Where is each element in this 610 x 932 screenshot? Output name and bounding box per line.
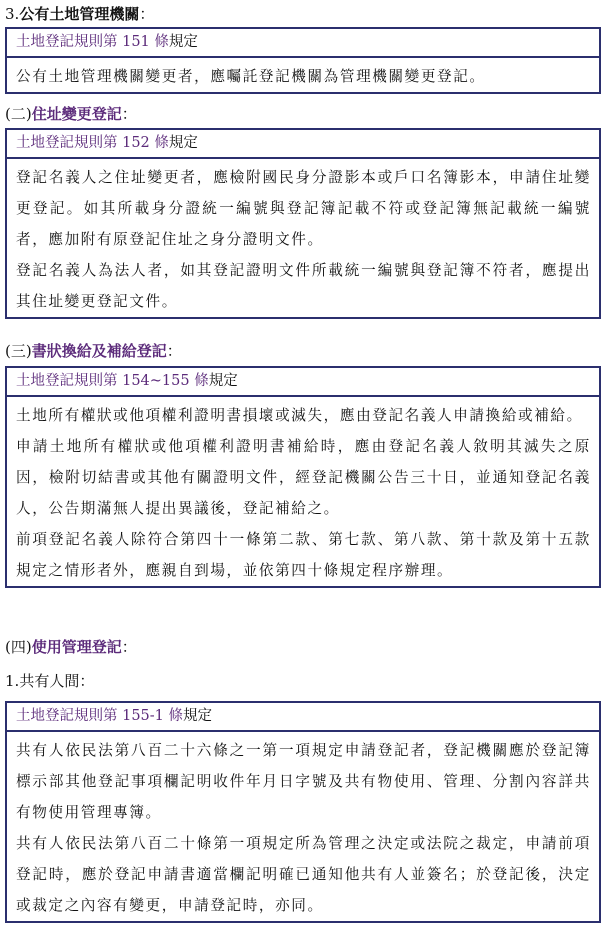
rule-paragraph: 登記名義人為法人者，如其登記證明文件所載統一編號與登記簿不符者，應提出其住址變更登記文件。 [16, 262, 591, 310]
section-heading [5, 637, 137, 657]
section-heading [5, 104, 137, 124]
section-number: (三) [5, 342, 32, 360]
rule-box [5, 366, 601, 588]
rule-ref-text: 土地登記規則第 154~155 條 [16, 373, 209, 389]
rule-paragraph: 土地所有權狀或他項權利證明書損壞或滅失，應由登記名義人申請換給或補給。 [16, 407, 583, 424]
rule-reference [7, 130, 599, 159]
rule-body [7, 732, 599, 921]
rule-box [5, 128, 601, 319]
rule-paragraph: 公有土地管理機關變更者，應囑託登記機關為管理機關變更登記。 [16, 68, 486, 85]
rule-reference [7, 368, 599, 397]
section-heading [5, 341, 182, 361]
rule-paragraph: 共有人依民法第八百二十六條之一第一項規定申請登記者，登記機關應於登記簿標示部其他登記事項欄記明收件年月日字號及共有物使用、管理、分割內容詳共有物使用管理專簿。 [16, 742, 591, 821]
section-number: (四) [5, 638, 32, 656]
section-title: 書狀換給及補給登記 [31, 342, 167, 360]
section-heading [5, 671, 94, 691]
rule-suffix: 規定 [168, 135, 198, 151]
rule-paragraph: 登記名義人之住址變更者，應檢附國民身分證影本或戶口名簿影本，申請住址變更登記。如其所載身分證統一編號與登記簿記載不符或登記簿無記載統一編號者，應加附有原登記住址之身分證明文件。 [16, 169, 591, 248]
section-colon: ： [121, 105, 137, 123]
section-colon: ： [121, 638, 137, 656]
rule-box [5, 27, 601, 94]
section-colon: ： [139, 5, 155, 23]
section-colon: ： [79, 672, 95, 690]
rule-box [5, 701, 601, 923]
section-colon: ： [166, 342, 182, 360]
rule-body [7, 159, 599, 317]
rule-paragraph: 前項登記名義人除符合第四十一條第二款、第七款、第八款、第十款及第十五款規定之情形者外，應親自到場，並依第四十條規定程序辦理。 [16, 531, 591, 579]
rule-reference [7, 703, 599, 732]
section-number: (二) [5, 105, 32, 123]
section-title: 公有土地管理機關 [19, 5, 140, 23]
section-title: 住址變更登記 [31, 105, 122, 123]
rule-ref-text: 土地登記規則第 155-1 條 [16, 708, 184, 724]
rule-body [7, 397, 599, 586]
section-title: 使用管理登記 [31, 638, 122, 656]
rule-paragraph: 申請土地所有權狀或他項權利證明書補給時，應由登記名義人敘明其滅失之原因，檢附切結書或其他有關證明文件，經登記機關公告三十日，並通知登記名義人，公告期滿無人提出異議後，登記補給之。 [16, 438, 591, 517]
rule-ref-text: 土地登記規則第 152 條 [16, 135, 169, 151]
rule-paragraph: 共有人依民法第八百二十條第一項規定所為管理之決定或法院之裁定，申請前項登記時，應於登記申請書適當欄記明確已通知他共有人並簽名；於登記後，決定或裁定之內容有變更，申請登記時，亦同。 [16, 835, 591, 914]
rule-body [7, 58, 599, 92]
rule-suffix: 規定 [183, 708, 213, 724]
rule-suffix: 規定 [168, 34, 198, 50]
rule-suffix: 規定 [208, 373, 238, 389]
rule-ref-text: 土地登記規則第 151 條 [16, 34, 169, 50]
section-number: 3. [5, 5, 20, 23]
section-title: 共有人間 [19, 672, 80, 690]
section-number: 1. [5, 672, 20, 690]
rule-reference [7, 29, 599, 58]
section-heading [5, 4, 154, 24]
